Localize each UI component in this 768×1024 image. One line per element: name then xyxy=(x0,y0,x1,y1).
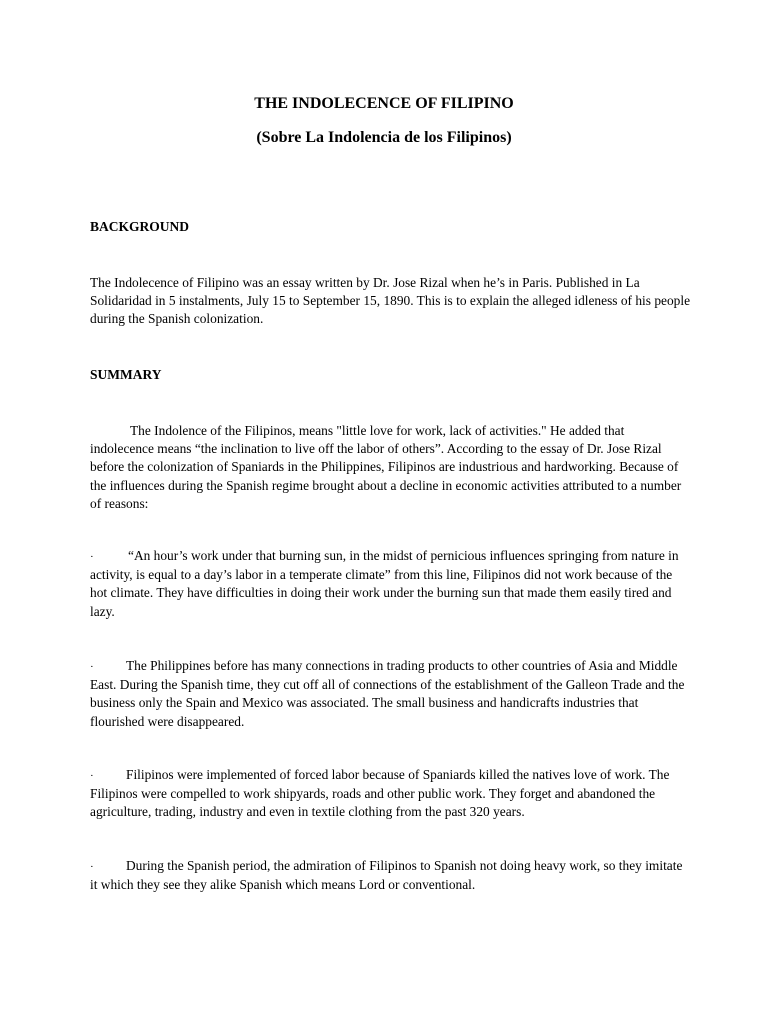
bullet-item xyxy=(90,766,690,822)
bullet-marker: · xyxy=(90,770,94,782)
document-subtitle: (Sobre La Indolencia de los Filipinos) xyxy=(256,129,512,146)
bullet-item xyxy=(90,657,690,731)
summary-paragraph xyxy=(90,422,690,513)
background-heading: BACKGROUND xyxy=(90,219,190,234)
summary-text: The Indolence of the Filipinos, means "little love for work, lack of activities." He added that indolecence means “the inclination to live off the labor of others”. According to the essay of Dr. Jose Rizal before the colonization of Spaniards in the Philippines, Filipinos are industrious and hardworking. Because of the influences during the Spanish regime brought about a decline in economic activities attributed to a number of reasons: xyxy=(90,423,682,511)
bullet-text: The Philippines before has many connections in trading products to other countries of Asia and Middle East. During the Spanish time, they cut off all of connections of the establishment of the Galleon Trade and the business only the Spain and Mexico was associated. The small business and handicrafts industries that flourished were disappeared. xyxy=(90,658,685,729)
bullet-item xyxy=(90,547,690,621)
bullet-text: During the Spanish period, the admiration of Filipinos to Spanish not doing heavy work, so they imitate it which they see they alike Spanish which means Lord or conventional. xyxy=(90,858,683,893)
bullet-text: “An hour’s work under that burning sun, in the midst of pernicious influences springing from nature in activity, is equal to a day’s labor in a temperate climate” from this line, Filipinos did not work because of the hot climate. They have difficulties in doing their work under the burning sun that made them easily tired and lazy. xyxy=(90,548,679,619)
bullet-marker: · xyxy=(90,661,94,673)
summary-heading: SUMMARY xyxy=(90,367,162,382)
background-paragraph: The Indolecence of Filipino was an essay written by Dr. Jose Rizal when he’s in Paris. Published in La Solidaridad in 5 instalments, July 15 to September 15, 1890. This is to explain the alleged idleness of his people during the Spanish colonization. xyxy=(90,275,691,327)
bullet-text: Filipinos were implemented of forced labor because of Spaniards killed the natives love of work. The Filipinos were compelled to work shipyards, roads and other public work. They forget and abandoned the agriculture, trading, industry and even in textile clothing from the past 320 years. xyxy=(90,767,670,820)
document-title: THE INDOLECENCE OF FILIPINO xyxy=(254,95,514,112)
bullet-marker: · xyxy=(90,551,94,563)
bullet-marker: · xyxy=(90,861,94,873)
bullet-item xyxy=(90,857,690,894)
